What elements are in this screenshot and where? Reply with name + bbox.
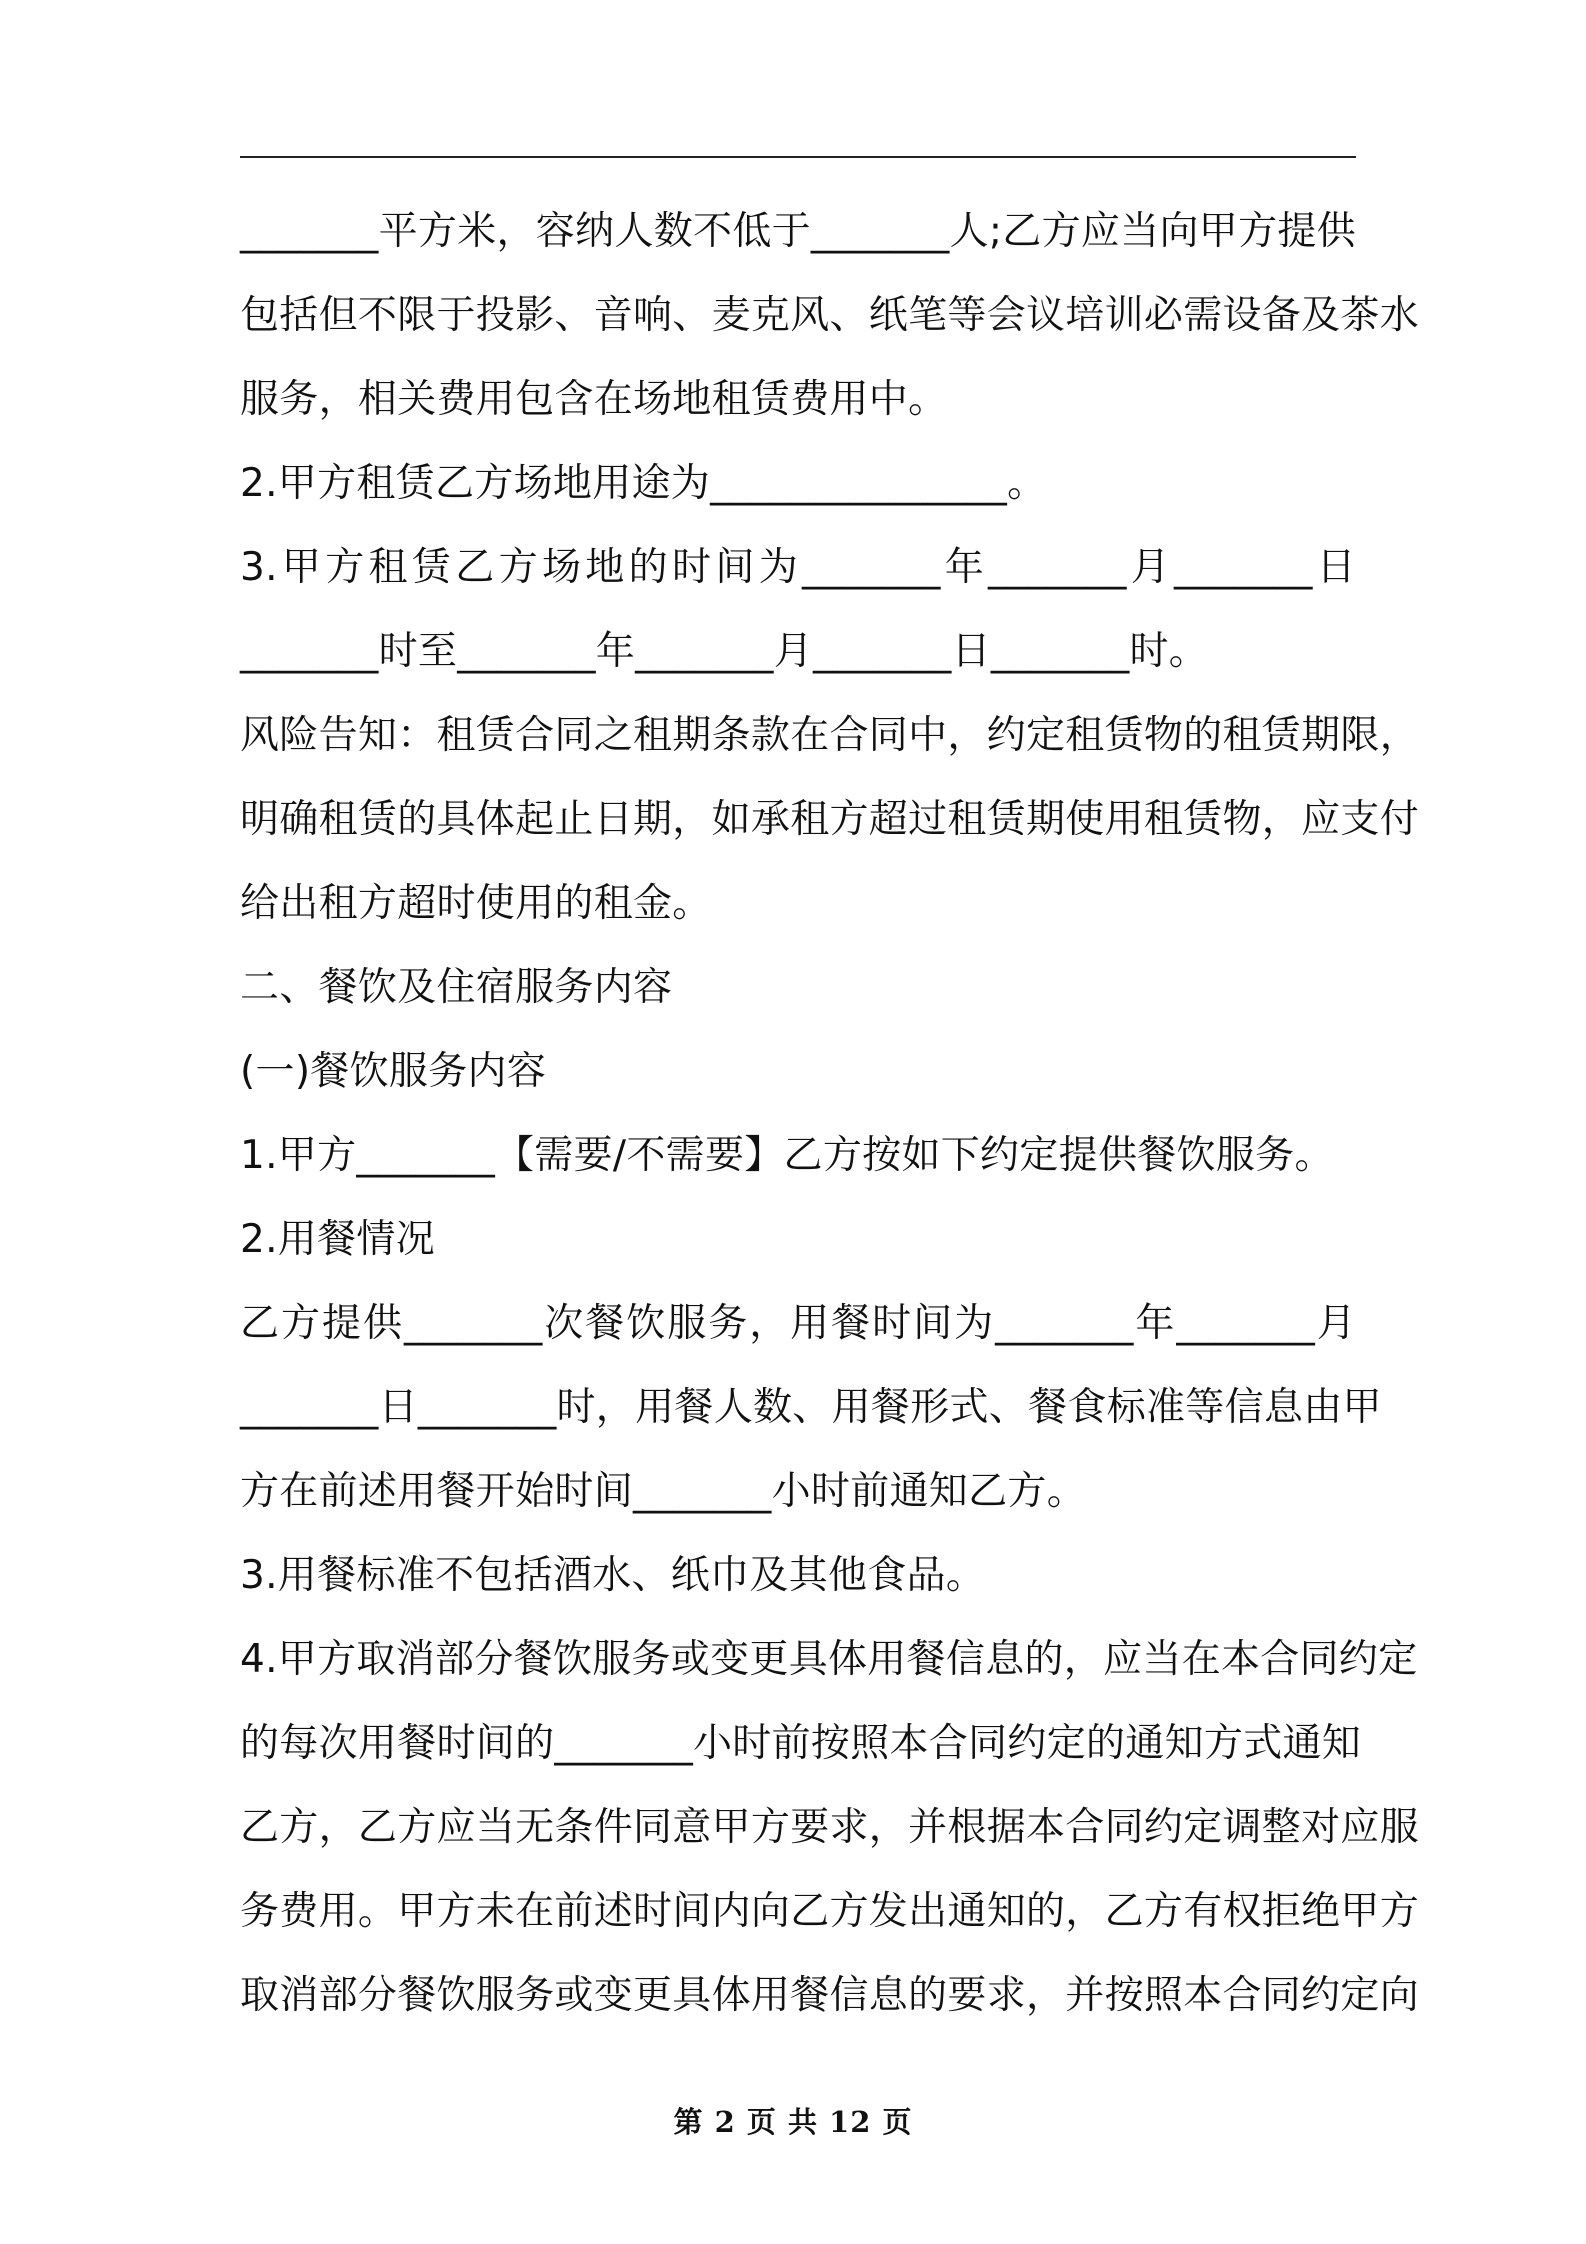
body-line: 的每次用餐时间的_______小时前按照本合同约定的通知方式通知 xyxy=(240,1721,1362,1766)
body-line: 风险告知：租赁合同之租期条款在合同中，约定租赁物的租赁期限， xyxy=(240,713,1420,758)
document-body xyxy=(240,190,1420,2038)
section-heading: 二、餐饮及住宿服务内容 xyxy=(240,965,673,1010)
subsection-heading: (一)餐饮服务内容 xyxy=(240,1049,547,1094)
body-line: 2.用餐情况 xyxy=(240,1217,436,1262)
body-line: 包括但不限于投影、音响、麦克风、纸笔等会议培训必需设备及茶水 xyxy=(240,293,1420,338)
body-line: _______时至_______年_______月_______日_______时。 xyxy=(240,629,1209,674)
page-number: 第 2 页 共 12 页 xyxy=(673,2105,913,2139)
body-line: 3.甲方租赁乙方场地的时间为_______年_______月_______日 xyxy=(240,545,1356,590)
body-line: 方在前述用餐开始时间_______小时前通知乙方。 xyxy=(240,1469,1087,1514)
body-line: 3.用餐标准不包括酒水、纸巾及其他食品。 xyxy=(240,1553,986,1598)
header-rule xyxy=(240,156,1356,158)
body-line: 乙方提供_______次餐饮服务，用餐时间为_______年_______月 xyxy=(240,1301,1356,1346)
body-line: 取消部分餐饮服务或变更具体用餐信息的要求，并按照本合同约定向 xyxy=(240,1973,1420,2018)
body-line: _______平方米，容纳人数不低于_______人;乙方应当向甲方提供 xyxy=(240,209,1356,254)
body-line: _______日_______时，用餐人数、用餐形式、餐食标准等信息由甲 xyxy=(240,1385,1382,1430)
body-line: 给出租方超时使用的租金。 xyxy=(240,881,712,926)
body-line: 1.甲方_______【需要/不需要】乙方按如下约定提供餐饮服务。 xyxy=(240,1133,1334,1178)
body-line: 务费用。甲方未在前述时间内向乙方发出通知的，乙方有权拒绝甲方 xyxy=(240,1889,1420,1934)
body-line: 2.甲方租赁乙方场地用途为_______________。 xyxy=(240,461,1047,506)
body-line: 乙方，乙方应当无条件同意甲方要求，并根据本合同约定调整对应服 xyxy=(240,1805,1420,1850)
body-line: 4.甲方取消部分餐饮服务或变更具体用餐信息的，应当在本合同约定 xyxy=(240,1637,1418,1682)
body-line: 明确租赁的具体起止日期，如承租方超过租赁期使用租赁物，应支付 xyxy=(240,797,1420,842)
body-line: 服务，相关费用包含在场地租赁费用中。 xyxy=(240,377,948,422)
